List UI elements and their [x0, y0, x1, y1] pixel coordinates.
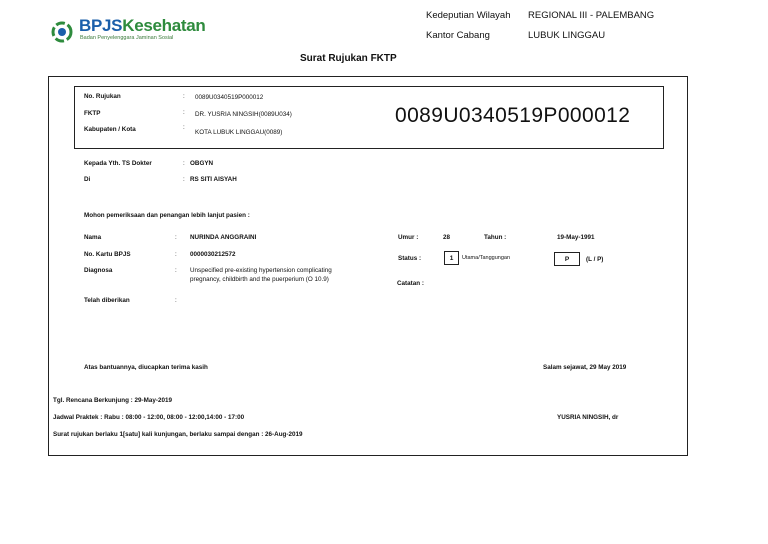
- location-value: RS SITI AISYAH: [190, 176, 237, 183]
- colon: :: [175, 234, 177, 241]
- colon: :: [183, 124, 185, 131]
- age-label: Umur :: [398, 234, 419, 241]
- status-label: Status :: [398, 255, 422, 262]
- card-no-label: No. Kartu BPJS: [84, 251, 131, 258]
- referral-no-value: 0089U0340519P000012: [195, 94, 264, 101]
- note-label: Catatan :: [397, 280, 424, 287]
- status-desc: Utama/Tanggungan: [462, 255, 511, 261]
- given-label: Telah diberikan: [84, 297, 130, 304]
- gender-desc: (L / P): [586, 256, 604, 263]
- fktp-label: FKTP: [84, 110, 101, 117]
- greeting-date: Salam sejawat, 29 May 2019: [543, 364, 627, 371]
- patient-name-label: Nama: [84, 234, 102, 241]
- city-label: Kabupaten / Kota: [84, 126, 136, 133]
- diagnosis-line-2: pregnancy, childbirth and the puerperium (O 10.9): [190, 276, 329, 283]
- card-no-value: 0000030212572: [190, 251, 236, 258]
- colon: :: [183, 109, 185, 116]
- location-label: Di: [84, 176, 91, 183]
- practice-schedule: Jadwal Praktek : Rabu : 08:00 - 12:00, 08:00 - 12:00,14:00 - 17:00: [53, 414, 245, 421]
- bpjs-logo-icon: [50, 20, 74, 44]
- referral-no-label: No. Rujukan: [84, 93, 121, 100]
- brand-name: BPJSKesehatan: [79, 16, 206, 35]
- request-text: Mohon pemeriksaan dan penangan lebih lanjut pasien :: [84, 212, 250, 219]
- age-value: 28: [443, 234, 451, 241]
- fktp-value: DR. YUSRIA NINGSIH(0089U034): [195, 111, 292, 118]
- dob-value: 19-May-1991: [557, 234, 595, 241]
- colon: :: [183, 93, 185, 100]
- colon: :: [183, 160, 185, 167]
- closing-text: Atas bantuannya, diucapkan terima kasih: [84, 364, 208, 371]
- branch-value: LUBUK LINGGAU: [528, 30, 606, 41]
- validity-text: Surat rujukan berlaku 1[satu] kali kunjungan, berlaku sampai dengan : 26-Aug-2019: [53, 431, 303, 438]
- visit-plan: Tgl. Rencana Berkunjung : 29-May-2019: [53, 397, 172, 404]
- colon: :: [175, 297, 177, 304]
- deputy-label: Kedeputian Wilayah: [426, 10, 511, 21]
- diagnosis-line-1: Unspecified pre-existing hypertension complicating: [190, 267, 332, 274]
- city-value: KOTA LUBUK LINGGAU(0089): [195, 129, 283, 136]
- brand-tagline: Badan Penyelenggara Jaminan Sosial: [80, 35, 174, 41]
- recipient-label: Kepada Yth. TS Dokter: [84, 160, 152, 167]
- year-label: Tahun :: [484, 234, 507, 241]
- patient-name-value: NURINDA ANGGRAINI: [190, 234, 257, 241]
- branch-label: Kantor Cabang: [426, 30, 490, 41]
- diagnosis-label: Diagnosa: [84, 267, 113, 274]
- gender-box: P: [554, 252, 580, 266]
- doctor-signature: YUSRIA NINGSIH, dr: [557, 414, 619, 421]
- colon: :: [175, 267, 177, 274]
- referral-number-large: 0089U0340519P000012: [395, 104, 631, 127]
- deputy-value: REGIONAL III - PALEMBANG: [528, 10, 655, 21]
- status-box: 1: [444, 251, 459, 265]
- recipient-value: OBGYN: [190, 160, 214, 167]
- colon: :: [183, 176, 185, 183]
- colon: :: [175, 251, 177, 258]
- document-title: Surat Rujukan FKTP: [300, 53, 397, 64]
